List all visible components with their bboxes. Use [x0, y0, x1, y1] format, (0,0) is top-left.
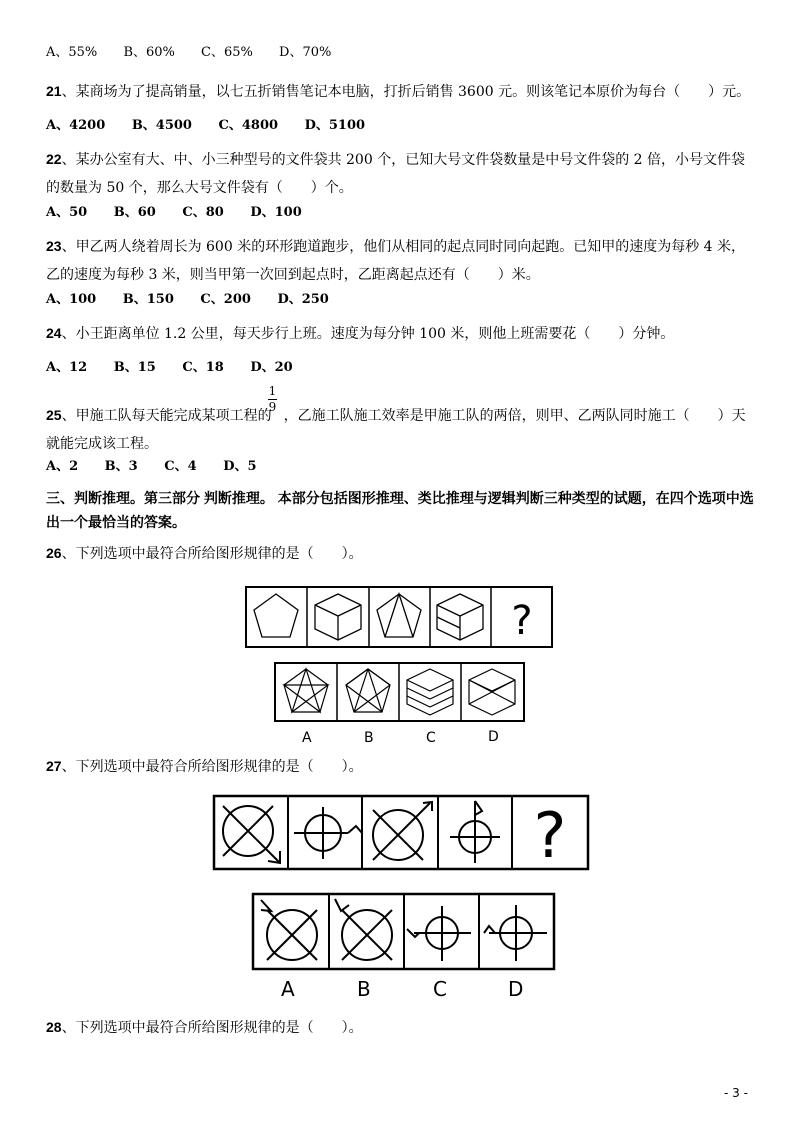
question-number: 27: [46, 758, 62, 774]
question-mark: ?: [533, 799, 567, 872]
option: B、60: [113, 205, 156, 220]
circle-plus-flag-top: [450, 801, 500, 863]
question-text: 、某商场为了提高销量，以七五折销售笔记本电脑，打折后销售 3600 元。则该笔记本原价为每台（ ）元。: [61, 84, 751, 100]
circle-x-flag-top-right: [373, 802, 432, 860]
q27-sequence-figure: [210, 793, 590, 873]
q25-options: [46, 458, 279, 476]
question-number: 26: [46, 545, 62, 561]
question-number: 22: [46, 151, 62, 167]
option-label-d: D: [488, 729, 499, 745]
option-b-circle-x-flag-top-left: [335, 899, 392, 960]
section-3-heading: 三、判断推理。第三部分 判断推理。 本部分包括图形推理、类比推理与逻辑判断三种类型的试题，在四个选项中选出一个最恰当的答案。: [46, 490, 754, 530]
option: B、150: [122, 292, 174, 307]
q21-options: [46, 117, 387, 135]
option: A、50: [46, 205, 88, 220]
option: B、15: [113, 360, 156, 375]
question-number: 23: [46, 238, 62, 254]
question-text: 、小王距离单位 1.2 公里，每天步行上班。速度为每分钟 100 米，则他上班需要花（ ）分钟。: [61, 326, 675, 342]
fraction-numerator: 1: [268, 384, 277, 398]
cube-shape: [315, 594, 361, 640]
question-number: 24: [46, 325, 62, 341]
pentagon-with-triangle-shape: [377, 594, 421, 637]
question-text: 、某办公室有大、中、小三种型号的文件袋共 200 个，已知大号文件袋数量是中号文件袋的 2 倍，小号文件袋的数量为 50 个，那么大号文件袋有（ ）个。: [46, 152, 746, 196]
question-number: 21: [46, 83, 62, 99]
question-text-before: 、甲施工队每天能完成某项工程的: [61, 408, 272, 424]
option: D、5: [223, 459, 257, 474]
question-text: 、下列选项中最符合所给图形规律的是（ ）。: [61, 546, 363, 562]
q24-options: [46, 359, 315, 377]
option: A、2: [46, 459, 79, 474]
option: A、4200: [46, 118, 106, 133]
option-label-c: C: [426, 730, 436, 746]
option-label-c: C: [433, 977, 447, 1001]
option-label-a: A: [281, 977, 295, 1001]
option: C、18: [182, 360, 224, 375]
hexagon-cube-shape: [437, 594, 483, 640]
option: A、12: [46, 360, 88, 375]
option: A、100: [46, 292, 97, 307]
option: C、80: [182, 205, 224, 220]
option: A、55%: [46, 45, 98, 60]
option: B、60%: [123, 45, 175, 60]
option: D、100: [250, 205, 302, 220]
pentagon-shape: [254, 594, 298, 637]
fraction-one-ninth: [268, 385, 277, 414]
option: B、3: [104, 459, 138, 474]
question-27: [46, 757, 363, 776]
option: D、250: [277, 292, 329, 307]
question-mark: ?: [511, 598, 533, 644]
page-number: - 3 -: [724, 1086, 748, 1100]
option-label-d: D: [508, 977, 524, 1001]
question-23: [46, 232, 754, 289]
question-24: [46, 324, 674, 343]
circle-x-flag-bottom-right: [223, 806, 280, 863]
option-d-circle-plus-flag-left: [484, 905, 547, 961]
question-26: [46, 544, 363, 563]
fraction-denominator: 9: [268, 400, 277, 414]
q26-options-figure: [272, 659, 530, 725]
option: D、70%: [279, 45, 332, 60]
option-label-a: A: [302, 730, 312, 746]
option: C、65%: [201, 45, 253, 60]
question-text: 、甲乙两人绕着周长为 600 米的环形跑道跑步，他们从相同的起点同时同向起跑。已知甲的速度为每秒 4 米，乙的速度为每秒 3 米，则当甲第一次回到起点时，乙距离起点还有（ ）米。: [46, 239, 746, 283]
question-22: [46, 145, 754, 202]
option: C、200: [200, 292, 251, 307]
option-label-b: B: [364, 730, 374, 746]
question-25: [46, 401, 754, 458]
option: D、5100: [304, 118, 366, 133]
q22-options: [46, 204, 324, 222]
question-number: 25: [46, 407, 62, 423]
circle-plus-flag-right: [294, 807, 362, 859]
question-28: [46, 1018, 363, 1037]
question-21: [46, 82, 750, 101]
q27-options-figure: [249, 891, 559, 973]
question-text: 、下列选项中最符合所给图形规律的是（ ）。: [61, 759, 363, 775]
q20-options: [46, 44, 353, 62]
hexagon-cross-shape: [469, 669, 515, 715]
option-label-b: B: [357, 977, 371, 1001]
option: B、4500: [131, 118, 192, 133]
question-text: 、下列选项中最符合所给图形规律的是（ ）。: [61, 1020, 363, 1036]
q26-sequence-figure: [240, 582, 560, 652]
layered-cube-shape: [407, 669, 453, 715]
option-a-circle-x-flag-top-left: [261, 900, 317, 960]
option-c-circle-plus-flag-left: [407, 906, 471, 961]
option: C、4800: [218, 118, 279, 133]
option: C、4: [164, 459, 197, 474]
q23-options: [46, 291, 351, 309]
question-text-after: ，乙施工队施工效率是甲施工队的两倍，则甲、乙两队同时施工（ ）天就能完成该工程。: [46, 408, 746, 452]
pentagon-star-shape: [284, 669, 328, 712]
question-number: 28: [46, 1019, 62, 1035]
pentagon-fan-shape: [346, 669, 390, 712]
option: D、20: [250, 360, 293, 375]
